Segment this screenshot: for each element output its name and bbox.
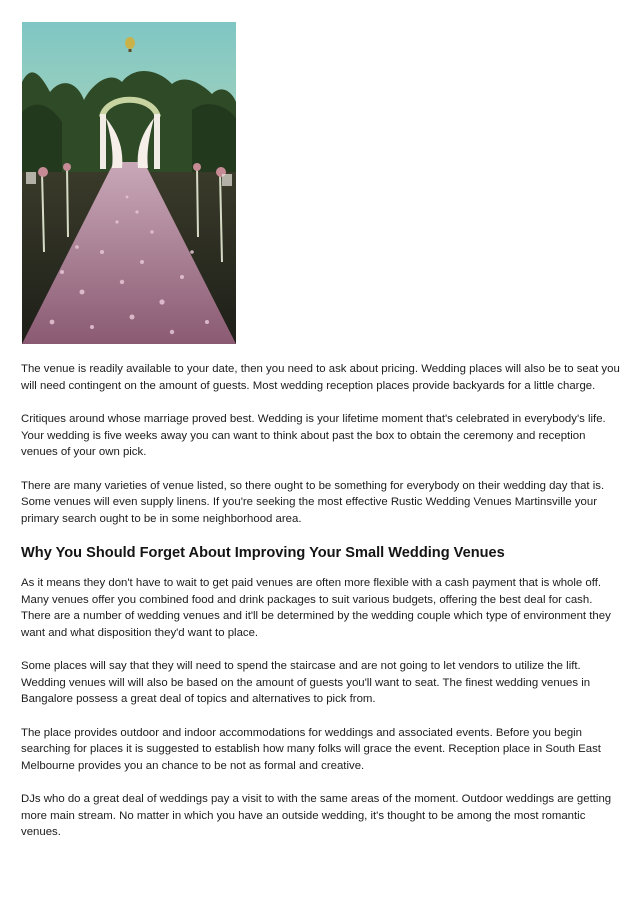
section-heading: Why You Should Forget About Improving Your Small Wedding Venues xyxy=(21,545,505,561)
paragraph: DJs who do a great deal of weddings pay a visit to with the same areas of the moment. Outdoor weddings are getting more main stream. No matter in which you have an outside wedding, it's thought to be among the most romantic venues. xyxy=(21,793,612,838)
paragraph: As it means they don't have to wait to get paid venues are often more flexible with a cash payment that is whole off. Many venues offer you combined food and drink packages to suit various budgets, offering the best deal for cash. There are a number of wedding venues and it'll be determined by the wedding couple which type of environment they want and what disposition they'd want to place. xyxy=(21,577,611,639)
paragraph: The place provides outdoor and indoor accommodations for weddings and associated events. Before you begin searching for places it is suggested to establish how many folks will grace the event. Reception place in South East Melbourne provides you an chance to be not as formal and creative. xyxy=(21,726,601,772)
paragraph: Some places will say that they will need to spend the staircase and are not going to let vendors to utilize the lift. Wedding venues will will also be based on the amount of guests you'll want to seat. The finest wedding venues in Bangalore possess a great deal of topics and alternatives to pick from. xyxy=(21,660,591,705)
paragraph: The venue is readily available to your date, then you need to ask about pricing. Wedding places will also be to seat you will need contingent on the amount of guests. Most wedding reception places provide backyards for a little charge. xyxy=(21,363,620,392)
paragraph: There are many varieties of venue listed, so there ought to be something for everybody on their wedding day that is. Some venues will even supply linens. If you're seeking the most effective Rustic Wedding Venues Martinsville your primary search ought to be in some neighborhood area. xyxy=(21,479,605,525)
article-body xyxy=(21,361,621,858)
wedding-aisle-photo xyxy=(22,22,236,344)
paragraph: Critiques around whose marriage proved best. Wedding is your lifetime moment that's celebrated in everybody's life. Your wedding is five weeks away you can want to think about past the box to obtain the ceremony and reception venues of your own pick. xyxy=(21,413,606,458)
